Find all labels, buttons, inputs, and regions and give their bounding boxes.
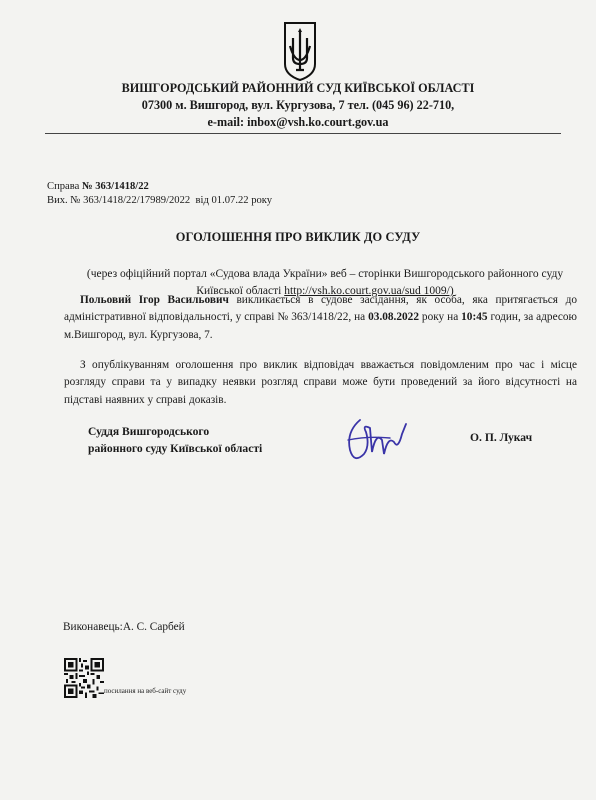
summons-paragraph xyxy=(64,292,577,344)
case-label: Справа xyxy=(47,181,80,192)
judge-position-line-1: Суддя Вишгородського xyxy=(88,425,210,438)
qr-code-icon[interactable] xyxy=(64,658,104,698)
summons-text: викликається в судове засідання, як особа, яка притягається до адміністративної відповідальності, у справі № 363/1418/22, на xyxy=(64,294,577,324)
outgoing-number-line xyxy=(47,194,272,208)
coat-of-arms-icon xyxy=(283,20,317,82)
court-name: ВИШГОРОДСЬКИЙ РАЙОННИЙ СУД КИЇВСЬКОЇ ОБЛАСТІ xyxy=(121,81,475,95)
case-number-line xyxy=(47,180,149,194)
hearing-date: 03.08.2022 xyxy=(368,311,419,324)
portal-note-text: (через офіційний портал «Судова влада України» веб – сторінки Вишгородського районного суду Київської області xyxy=(86,268,564,297)
court-website-link[interactable]: http://vsh.ko.court.gov.ua/sud 1009/) xyxy=(284,285,454,297)
judge-position xyxy=(88,423,262,457)
outgoing-date: від 01.07.22 року xyxy=(195,195,273,206)
judge-position-line-2: районного суду Київської області xyxy=(88,442,263,455)
notice-paragraph xyxy=(64,357,577,409)
header-divider xyxy=(45,133,561,134)
case-number: № 363/1418/22 xyxy=(81,181,149,192)
handwritten-signature xyxy=(340,410,412,470)
hearing-time: 10:45 xyxy=(461,311,488,324)
summoned-person-name: Польовий Ігор Васильович xyxy=(80,294,229,306)
notice-text: З опублікуванням оголошення про виклик відповідач вважається повідомленим про час і місце розгляду справи та у випадку неявки розгляд справи може бути проведений за його відсутності на підставі наявних у справі доказів. xyxy=(64,359,577,406)
judge-name: О. П. Лукач xyxy=(470,431,533,444)
qr-caption: посилання на веб-сайт суду xyxy=(104,687,187,695)
summons-text-2: року на xyxy=(418,311,462,324)
summons-text-3: годин, за адресою м.Вишгород, вул. Кургузова, 7. xyxy=(64,311,577,341)
court-email: e-mail: inbox@vsh.ko.court.gov.ua xyxy=(207,115,389,129)
executor: Виконавець:А. С. Сарбей xyxy=(63,621,185,633)
document-title: ОГОЛОШЕННЯ ПРО ВИКЛИК ДО СУДУ xyxy=(175,230,421,244)
outgoing-number: Вих. № 363/1418/22/17989/2022 xyxy=(47,195,191,206)
court-address: 07300 м. Вишгород, вул. Кургузова, 7 тел. (045 96) 22-710, xyxy=(141,98,455,112)
